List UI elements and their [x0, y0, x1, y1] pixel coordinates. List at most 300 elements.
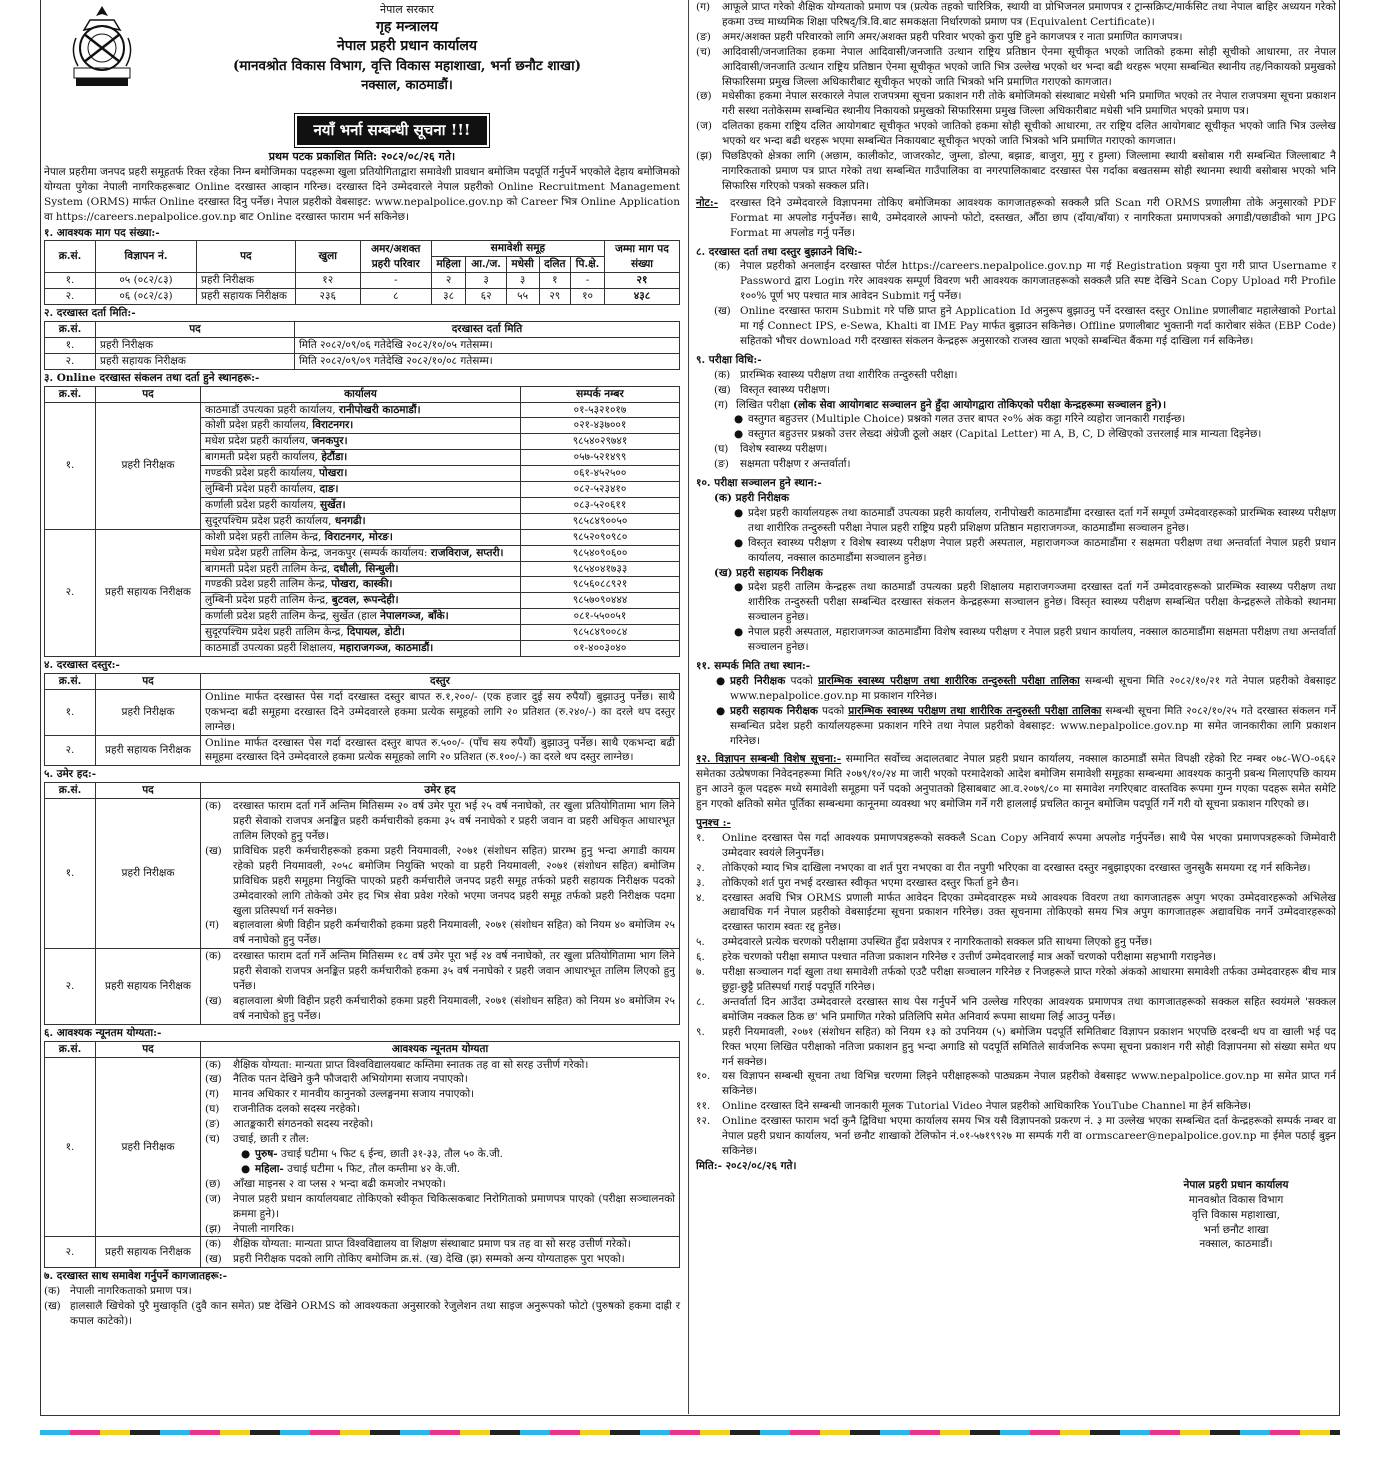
item-text: पिछडिएको क्षेत्रका लागि (अछाम, कालीकोट, जाजरकोट, जुम्ला, डोल्पा, बझाङ, बाजुरा, मुगु र हुम्ला) जिल्लामा स्थायी बसोबास गरी सम्बन्धित जिल्लाबाट नै नागरिकताको प्रमाण पत्र प्राप्त गरेको तथा सम्बन्धित गाउँपालिका वा नगरपालिकाबाट दरखास्त पेस गर्दाका बखतसम्म सोही स्थानमा स्थायी बसोबास भएको भनि सिफारिस गरिएको पत्रको सक्कल प्रति।: [722, 150, 1336, 192]
header-text: [154, 2, 660, 95]
office-location: दिपायल, डोटी।: [347, 626, 405, 639]
item-marker: (च): [696, 45, 711, 58]
col-post: पद: [96, 1041, 201, 1057]
text: पदको: [785, 674, 819, 687]
col-post: पद: [96, 386, 201, 402]
female-label: महिला-: [255, 1162, 284, 1175]
list-item: [714, 625, 1336, 655]
list-item: [44, 1299, 680, 1329]
cell: २३६: [295, 289, 360, 305]
female-criteria: उचाई घटीमा ५ फिट, तौल कम्तीमा ४२ के.जी.: [283, 1162, 461, 1175]
punascha-title: पुनश्च :-: [696, 817, 731, 830]
list-item: [696, 30, 1336, 45]
item-text: वस्तुगत बहुउत्तर प्रश्नको उत्तर लेख्दा अंग्रेजी ठूलो अक्षर (Capital Letter) मा A, B, C, D लेखिएको उत्तरलाई मात्र मान्यता दिइनेछ।: [748, 428, 1262, 441]
item-marker: (क): [205, 800, 222, 813]
item-text: शैक्षिक योग्यता: मान्यता प्राप्त विश्वविद्यालयबाट कम्तिमा स्नातक तह वा सो सरह उत्तीर्ण गरेको।: [233, 1058, 589, 1071]
list-item: [205, 1058, 675, 1073]
office-location: सुर्खेत।: [319, 498, 346, 511]
col-office: कार्यालय: [201, 386, 521, 402]
col-inclusive: समावेशी समूह: [431, 241, 604, 257]
phone-cell: ९८५४०२९७४१: [521, 434, 680, 450]
item-text: हालसालै खिचेको पुरै मुखाकृति (दुवै कान समेत) प्रष्ट देखिने ORMS को आवश्यकता अनुसारको रेजुलेशन तथा साइज अनुरूपको फोटो (पुरुषको हकमा दाह्री र कपाल काटेको)।: [70, 1300, 680, 1327]
section-11-title: ११. सम्पर्क मिति तथा स्थान:-: [696, 659, 811, 672]
signature-block: [1136, 1178, 1336, 1253]
list-item: [205, 949, 675, 994]
written-exam-text: लिखित परीक्षा: [736, 398, 794, 411]
inspector-venue-bullets: [714, 506, 1336, 566]
item-text: मधेसीका हकमा नेपाल सरकारले नेपाल राजपत्रमा सूचना प्रकाशन गरी तोके बमोजिमको संस्थाबाट मधेसी भनि प्रमाणित भएको तर नेपाल राजपत्रमा सूचना प्रकाशन गरी सस्था नतोकेसम्म सम्बन्धित स्थानीय निकायको प्रमुखको सिफारिसमा प्रमुख जिल्ला अधिकारीबाट मधेसी भनि प्रमाणित भएको प्रमाण पत्र।: [722, 90, 1336, 118]
item-text: विस्तृत स्वास्थ्य परीक्षण र विशेष स्वास्थ्य परीक्षण नेपाल प्रहरी अस्पताल, महाराजगञ्ज काठमाडौंमा र सक्षमता परीक्षण तथा अन्तर्वार्ता नेपाल प्रहरी प्रधान कार्यालय, नक्साल काठमाडौंमा सञ्चालन हुनेछ।: [748, 536, 1336, 564]
table-row: [45, 289, 680, 305]
section-4-table: [44, 673, 680, 766]
section-2-table: [44, 321, 680, 370]
item-marker: (क): [714, 260, 731, 273]
office-name: कर्णाली प्रदेश प्रहरी तालिम केन्द्र, सुर्खेत (हाल: [205, 610, 381, 623]
post-name: प्रहरी निरीक्षक: [730, 674, 786, 687]
office-name: बागमती प्रदेश प्रहरी तालिम केन्द्र,: [205, 562, 334, 575]
item-text: [730, 674, 1336, 704]
office-location: दाङ।: [319, 483, 339, 496]
asi-venue-bullets: [714, 580, 1336, 655]
item-text: आँखा माइनस २ वा प्लस २ भन्दा बढी कमजोर नभएको।: [233, 1177, 446, 1190]
list-item: [696, 965, 1336, 995]
schedule-name: प्रारम्भिक स्वास्थ्य परीक्षण तथा शारीरिक तन्दुरुस्ती परीक्षा तालिका: [818, 674, 1080, 687]
office-cell: [201, 641, 521, 657]
note-text: दरखास्त दिने उम्मेदवारले विज्ञापनमा तोकिए बमोजिमका आवश्यक कागजातहरूको सक्कलै प्रति Scan गरी ORMS प्रणालीमा तोके अनुसारको PDF Format मा अपलोड गर्नुपर्नेछ। साथै, उम्मेदवारले आफ्नो फोटो, दस्तखत, औँठा छाप (दाँया/बाँया) र नागरिकता प्रमाणपत्रको अगाडी/पछाडीको भाग JPG Format मा अपलोड गर्नु पर्नेछ।: [730, 196, 1336, 239]
office-location: विराटनगर।: [312, 419, 354, 432]
cell: मिति २०८२/०९/०९ गतेदेखि २०८२/१०/०८ गतेसम्म।: [295, 353, 680, 369]
right-column: [696, 0, 1336, 1252]
col-martyr-family: अमर/अशक्त प्रहरी परिवार: [360, 241, 431, 273]
item-text: प्रदेश प्रहरी तालिम केन्द्रहरू तथा काठमाडौं उपत्यका प्रहरी शिक्षालय महाराजगञ्जमा दरखास्त दर्ता गर्ने उम्मेदवारहरूको प्रारम्भिक स्वास्थ्य परीक्षण तथा शारीरिक तन्दुरुस्ती परीक्षा सम्बन्धित दरखास्त संकलन केन्द्रहरूमा सञ्चालन हुनेछ। विस्तृत स्वास्थ्य परीक्षण सम्बन्धित परीक्षा केन्द्रहरूले तोकेको स्थानमा सञ्चालन हुनेछ।: [748, 581, 1336, 624]
list-item: [714, 536, 1336, 566]
cell: १.: [45, 1057, 96, 1237]
list-item: [696, 831, 1336, 861]
list-item: [205, 1177, 675, 1192]
list-item: ● पुरुष- उचाई घटीमा ५ फिट ६ ईन्च, छाती ३१-३३, तौल ५० के.जी.: [241, 1148, 503, 1160]
cell: प्रहरी निरीक्षक: [96, 689, 201, 735]
cell: १.: [45, 799, 96, 949]
col-sn: क्र.सं.: [45, 386, 96, 402]
list-item: [696, 935, 1336, 950]
cell: प्रहरी सहायक निरीक्षक: [96, 529, 201, 656]
office-cell: [201, 513, 521, 529]
office-name: कोशी प्रदेश प्रहरी तालिम केन्द्र,: [205, 530, 325, 543]
office-cell: [201, 466, 521, 482]
col-date: दरखास्त दर्ता मिति: [295, 321, 680, 337]
list-item: [696, 861, 1336, 876]
qualification-items: [201, 1057, 680, 1237]
section-8-title: ८. दरखास्त दर्ता तथा दस्तुर बुझाउने विधि:-: [696, 245, 863, 258]
list-item: [205, 799, 675, 844]
item-text: दरखास्त अवधि भित्र ORMS प्रणाली मार्फत आवेदन दिएका उम्मेदवारहरू मध्ये आवश्यक विवरण तथा कागजातहरू अपुग भएका उम्मेदवारहरूको अभिलेख अद्यावधिक गर्न नेपाल प्रहरीको वेबसाईटमा सूचना प्रकाशन गरिनेछ। उक्त सूचनामा तोकिएको समय भित्र अपुग कागजातहरू अद्यावधिक नगर्ने उम्मेदवारहरूको दरखास्त फाराम स्वतः रद्द हुनेछ।: [722, 891, 1336, 934]
office-name: गण्डकी प्रदेश प्रहरी कार्यालय,: [205, 467, 320, 480]
cell: २.: [45, 1237, 96, 1268]
item-marker: ४.: [696, 891, 705, 904]
government-name: नेपाल सरकार: [380, 3, 434, 16]
item-text: नेपाल प्रहरी अस्पताल, महाराजगञ्ज काठमाडौंमा विशेष स्वास्थ्य परीक्षण र नेपाल प्रहरी प्रधान कार्यालय, नक्साल काठमाडौंमा सक्षमता परीक्षण तथा अन्तर्वार्ता सञ्चालन हुनेछ।: [748, 626, 1336, 654]
item-text: यस विज्ञापन सम्बन्धी सूचना तथा विभिन्न चरणमा लिइने परीक्षाहरूको पाठ्यक्रम नेपाल प्रहरीको वेबसाइट www.nepalpolice.gov.np मा समेत प्राप्त गर्न सकिनेछ।: [722, 1070, 1336, 1098]
item-text: दरखास्त फाराम दर्ता गर्ने अन्तिम मितिसम्म २० वर्ष उमेर पूरा भई २५ वर्ष ननाघेको, तर खुला प्रतियोगितामा भाग लिने प्रहरी सेवाको राजपत्र अनङ्कित प्रहरी कर्मचारीको हकमा ३५ वर्ष ननाघेको र प्रहरी जवान वा प्रहरी अधिकृत आधारभूत तालिम लिएको हुनु पर्नेछ।: [233, 800, 675, 842]
item-text: नेपाल प्रहरी प्रधान कार्यालयबाट तोकिएको स्वीकृत चिकित्सकबाट निरोगिताको प्रमाणपत्र पाएको (परीक्षा सञ्चालनको क्रममा हुने)।: [233, 1192, 675, 1220]
documents-note: [696, 196, 1336, 241]
col-total: जम्मा माग पद संख्या: [605, 241, 680, 273]
item-marker: २.: [696, 861, 705, 874]
col-post: पद: [96, 321, 295, 337]
cell: २९: [539, 289, 571, 305]
office-location: पोखरा।: [319, 467, 348, 480]
office-cell: [201, 529, 521, 545]
list-item: [205, 1102, 675, 1117]
list-item: [714, 304, 1336, 349]
office-location: दधौली, सिन्धुली।: [333, 562, 399, 575]
cell: ८: [360, 289, 431, 305]
list-item: [714, 398, 1336, 413]
phone-cell: ०६१-४५२५००: [521, 466, 680, 482]
table-row: [45, 353, 680, 369]
item-text: बहालवाला श्रेणी विहीन प्रहरी कर्मचारीको हकमा प्रहरी नियमावली, २०७१ (संशोधन सहित) को नियम ४० बमोजिम २५ वर्ष ननाघेको हुनु पर्नेछ।: [233, 994, 675, 1022]
item-text: Online दरखास्त फाराम Submit गरे पछि प्राप्त हुने Application Id अनुरूप बुझाउनु पर्ने दरखास्त दस्तुर Online प्रणालीबाट महालेखाको Portal मा गई Connect IPS, e-Sewa, Khalti वा IME Pay मार्फत बुझाउन सकिनेछ। Offline प्रणालीबाट भुक्तानी गर्दा कारोबार संकेत (EBP Code) सहितको भौचर download गरी दरखास्त संकलन केन्द्रहरू अनुसारको राजस्व खाता भएको सम्बन्धित बैंकमा गई दाखिला गर्न सकिनेछ।: [740, 305, 1336, 347]
item-marker: (घ): [714, 443, 729, 456]
item-text: मानव अधिकार र मानवीय कानुनको उल्लङ्घनमा सजाय नपाएको।: [233, 1088, 475, 1101]
bullet-icon: ●: [716, 704, 726, 717]
col-madhesi: मधेसी: [506, 257, 539, 273]
section-4-title: ४. दरखास्त दस्तुर:-: [44, 659, 120, 671]
section-5-table: [44, 782, 680, 1025]
office-name: गण्डकी प्रदेश प्रहरी तालिम केन्द्र,: [205, 578, 332, 591]
col-janajati: आ./ज.: [466, 257, 506, 273]
cell: २.: [45, 529, 96, 656]
office-cell: [201, 482, 521, 498]
exam-bullets: [714, 412, 1336, 442]
list-item: [696, 119, 1336, 149]
office-name: सुदूरपश्चिम प्रदेश प्रहरी तालिम केन्द्र,: [205, 626, 348, 639]
col-age: उमेर हद: [201, 783, 680, 799]
item-marker: १२.: [696, 1115, 711, 1128]
notice-title: नयाँ भर्ना सम्बन्धी सूचना !!!: [297, 116, 486, 145]
notice-header: [44, 0, 680, 122]
item-text: अमर/अशक्त प्रहरी परिवारको लागि अमर/अशक्त प्रहरी परिवार भएको कुरा पुष्टि हुने कागजपत्र र नाता प्रमाणित कागजपत्र।: [722, 30, 1183, 43]
item-marker: (क): [205, 1238, 222, 1251]
bullet-icon: ●: [734, 581, 744, 594]
list-item: [205, 1072, 675, 1087]
cell: प्रहरी सहायक निरीक्षक: [197, 289, 296, 305]
cell: १२: [295, 273, 360, 289]
list-item: [696, 1025, 1336, 1070]
qualification-list: [205, 1058, 675, 1147]
cell: -: [360, 273, 431, 289]
office-cell: [201, 497, 521, 513]
section-10-title: १०. परीक्षा सञ्चालन हुने स्थान:-: [696, 477, 822, 490]
item-text: सक्षमता परीक्षण र अन्तर्वार्ता।: [740, 458, 851, 471]
signature-line: वृत्ति विकास महाशाखा,: [1191, 1208, 1280, 1221]
documents-list-part1: [44, 1284, 680, 1329]
phone-cell: ९८५८४९००५०: [521, 513, 680, 529]
list-item: [696, 149, 1336, 194]
item-marker: (क): [44, 1285, 61, 1298]
submission-method-list: [696, 259, 1336, 348]
table-row: [45, 1057, 680, 1237]
col-backward: पि.क्षे.: [571, 257, 605, 273]
text: पदको: [817, 704, 849, 717]
item-text: [730, 704, 1336, 749]
cell: १: [539, 273, 571, 289]
col-fee: दस्तुर: [201, 673, 680, 689]
office-location: बुटवल, रूपन्देही।: [331, 594, 399, 607]
item-text: विशेष स्वास्थ्य परीक्षण।: [740, 443, 828, 456]
office-cell: [201, 561, 521, 577]
list-item: [696, 995, 1336, 1025]
cell: प्रहरी निरीक्षक: [96, 1057, 201, 1237]
bullet-icon: ●: [734, 413, 744, 426]
list-item: [714, 259, 1336, 304]
item-marker: (ख): [205, 844, 222, 857]
cell: १.: [45, 402, 96, 529]
cell: ३: [466, 273, 506, 289]
signature-line: मानवश्रोत विकास विभाग: [1188, 1193, 1284, 1206]
phone-cell: ०२१-४३७००१: [521, 418, 680, 434]
phone-cell: ०८१-५५००५१: [521, 609, 680, 625]
item-marker: (ख): [714, 383, 731, 396]
office-cell: [201, 625, 521, 641]
cell: २.: [45, 289, 96, 305]
cell: -: [571, 273, 605, 289]
text: सम्बन्धी सूचना मिति २०८२/१०/२१ गते नेपाल प्रहरीको वेबसाइट www.nepalpolice.gov.np मा प्रकाशन गरिनेछ।: [730, 674, 1336, 702]
col-ad-no: विज्ञापन नं.: [96, 241, 197, 273]
phone-cell: ९८५२०९०९८०: [521, 529, 680, 545]
item-text: आदिवासी/जनजातिका हकमा नेपाल आदिवासी/जनजाति उत्थान राष्ट्रिय प्रतिष्ठान ऐनमा सूचीकृत भएको जातिको हकमा सोही सूचीको आधारमा, तर नेपाल आदिवासी/जनजाति उत्थान राष्ट्रिय प्रतिष्ठान ऐनमा सूचीकृत भएको जाति भित्र उल्लेख भएको थर भन्दा बढी थरहरू भएमा सम्बन्धित स्थानीय तह/निकायको प्रमुखको सिफारिसमा प्रमुख जिल्ला अधिकारीबाट सूचीकृत भएको जाति भित्रको भनि प्रमाणित गराएको कागजात।: [722, 45, 1336, 88]
col-sn: क्र.सं.: [45, 673, 96, 689]
item-text: दलितका हकमा राष्ट्रिय दलित आयोगबाट सूचीकृत भएको जातिको हकमा सोही सूचीको आधारमा, तर राष्ट्रिय दलित आयोगबाट सूचीकृत भएको जाति भित्र उल्लेख भएको थर भन्दा बढी थरहरू भएमा सम्बन्धित निकायबाट सूचीकृत भएको जाति भित्रको भनि प्रमाणित गराएको कागजात।: [722, 120, 1336, 148]
cell: २.: [45, 353, 96, 369]
item-text: प्रदेश प्रहरी कार्यालयहरू तथा काठमाडौं उपत्यका प्रहरी कार्यालय, रानीपोखरी काठमाडौंमा दरखास्त दर्ता गर्ने सम्पूर्ण उम्मेदवारहरूको प्रारम्भिक स्वास्थ्य परीक्षण तथा शारीरिक तन्दुरुस्ती परीक्षा नेपाल प्रहरी राष्ट्रिय प्रहरी प्रशिक्षण प्रतिष्ठान महाराजगञ्ज, काठमाडौंमा सञ्चालन हुनेछ।: [748, 506, 1337, 534]
office-location: धनगढी।: [334, 514, 366, 527]
item-text: प्रहरी निरीक्षक पदको लागि तोकिए बमोजिम क्र.सं. (ख) देखि (झ) सम्मको अन्य योग्यताहरू पुरा भएको।: [233, 1253, 625, 1266]
col-qualification: आवश्यक न्यूनतम योग्यता: [201, 1041, 680, 1057]
office-cell: [201, 402, 521, 418]
list-item: [714, 506, 1336, 536]
list-item: [696, 876, 1336, 891]
signature-line: नक्साल, काठमाडौं।: [1199, 1238, 1273, 1251]
cell: ६२: [466, 289, 506, 305]
list-item: [714, 442, 1336, 457]
item-text: नेपाली नागरिक।: [233, 1222, 295, 1235]
list-item: [205, 918, 675, 948]
section-1-table: [44, 240, 680, 305]
asi-offices: [45, 529, 680, 656]
cell: प्रहरी निरीक्षक: [197, 273, 296, 289]
item-marker: १०.: [696, 1070, 711, 1083]
cell: Online मार्फत दरखास्त पेस गर्दा दरखास्त दस्तुर बापत रु.५००/- (पाँच सय रुपैयाँ) बुझाउनु पर्नेछ। साथै एकभन्दा बढी समूहमा दरखास्त दिने उम्मेदवारले हकमा प्रत्येक समूहको लागि २० प्रतिशत (रु.१००/-) का दरले थप दस्तुर लाग्नेछ।: [201, 735, 680, 766]
cell: ३: [506, 273, 539, 289]
section-1-title: १. आवश्यक माग पद संख्या:-: [44, 226, 160, 239]
item-marker: ७.: [696, 966, 705, 979]
notice-date: मिति:- २०८२/०८/२६ गते।: [696, 1159, 797, 1172]
section-9-title: ९. परीक्षा विधि:-: [696, 353, 762, 366]
item-text: अन्तर्वार्ता दिन आउँदा उम्मेदवारले दरखास्त साथ पेस गर्नुपर्ने भनि उल्लेख गरिएका आवश्यक प्रमाणपत्र तथा कागजातहरूको सक्कल सहित स्वयंमले 'सक्कल बमोजिम नक्कल ठिक छ' भनि प्रमाणित गरेको प्रतिलिपि समेत अनिवार्य रूपमा साथमा लिई आउनु पर्नेछ।: [722, 995, 1336, 1023]
item-marker: (ख): [44, 1300, 61, 1313]
column-divider: [688, 0, 689, 1414]
list-item: [714, 383, 1336, 398]
item-text: उचाई, छाती र तौल:: [233, 1133, 310, 1146]
cell: ४३८: [605, 289, 680, 305]
section-7-title: ७. दरखास्त साथ समावेश गर्नुपर्ने कागजातहरू:-: [44, 1270, 227, 1283]
list-item: [714, 580, 1336, 625]
cell: प्रहरी निरीक्षक: [96, 402, 201, 529]
item-text: हरेक चरणको परीक्षा समाप्त पश्चात नतिजा प्रकाशन गरिनेछ र उत्तीर्ण उम्मेदवारलाई मात्र अर्को चरणको परीक्षामा सहभागी गराइनेछ।: [722, 951, 1216, 964]
office-cell: [201, 593, 521, 609]
office-name: बागमती प्रदेश प्रहरी कार्यालय,: [205, 451, 322, 464]
list-item: [205, 1237, 675, 1252]
intro-paragraph: नेपाल प्रहरीमा जनपद प्रहरी समूहतर्फ रिक्त रहेका निम्न बमोजिमका पदहरूमा खुला प्रतियोगिताद्वारा समावेशी प्रावधान बमोजिम पदपूर्ति गर्नुपर्ने भएकोले देहाय बमोजिमको योग्यता पुगेका नेपाली नागरिकहरूबाट Online दरखास्त आव्हान गरिन्छ। दरखास्त दिने उम्मेदवारले नेपाल प्रहरीको Online Recruitment Management System (ORMS) मार्फत Online दरखास्त दिनु पर्नेछ। नेपाल प्रहरीको वेबसाइट: www.nepalpolice.gov.np को Career भित्र Online Application वा https://careers.nepalpolice.gov.np बाट Online दरखास्त फाराम भर्न सकिनेछ।: [44, 165, 680, 223]
list-item: [696, 89, 1336, 119]
office-cell: [201, 577, 521, 593]
office-name: लुम्बिनी प्रदेश प्रहरी तालिम केन्द्र,: [205, 594, 332, 607]
item-text: नेपाल प्रहरीको अनलाईन दरखास्त पोर्टल https://careers.nepalpolice.gov.np मा गई Registration प्रकृया पुरा गरी प्राप्त Username र Password द्वारा Login गरेर आवश्यक सम्पूर्ण विवरण भरी आवश्यक कागजातहरूको सक्कलै प्रति स्पष्ट देखिने Scan Copy Upload गरी Profile १००% पूर्ण भए पश्चात मात्र आवेदन Submit गर्नु पर्नेछ।: [740, 260, 1336, 303]
item-text: Online दरखास्त पेस गर्दा आवश्यक प्रमाणपत्रहरूको सक्कलै Scan Copy अनिवार्य रूपमा अपलोड गर्नुपर्नेछ। साथै पेस भएका प्रमाणपत्रहरूको जिम्मेवारी उम्मेदवार स्वयंले लिनुपर्नेछ।: [722, 831, 1336, 859]
item-text: वस्तुगत बहुउत्तर (Multiple Choice) प्रश्नको गलत उत्तर बापत २०% अंक कट्टा गरिने व्यहोरा जानकारी गराईन्छ।: [748, 413, 1186, 426]
item-marker: ९.: [696, 1025, 705, 1038]
office-location: राजविराज, सप्तरी।: [430, 546, 504, 559]
item-text: तोकिएको म्याद भित्र दाखिला नभएका वा शर्त पुरा नभएका वा रीत नपुगी भरिएका वा दरखास्त दस्तुर नबुझाइएका दरखास्त जुनसुकै समयमा रद्द गर्न सकिनेछ।: [722, 861, 1311, 874]
col-post: पद: [197, 241, 296, 273]
section-12-text: सम्मानित सर्वोच्च अदालतबाट नेपाल प्रहरी प्रधान कार्यालय, नक्साल काठमाडौं समेत विपक्षी रहेको रिट नम्बर ०७८-WO-०६६२ समेतका उत्प्रेषणका निवेदनहरूमा मिति २०७९/१०/२४ मा जारी भएको परमादेशको आदेश बमोजिम समावेशी समूहका सम्बन्धमा आवश्यक कानुनी प्रबन्ध मिलाएपछि कायम हुन आउने कूल पदहरू मध्ये समावेशी समूहमा पर्ने पदको अनुपातको हिसाबबाट आ.व.२०७९/८० मा समावेश नगरिएबाट वास्तविक रूपमा गुम्न गएका पदहरू समेत समेटि हुन गएको क्षतिको समेत पूर्तिका सम्बन्धमा कानूनमा व्यवस्था भए बमोजिम गर्ने गरी हाललाई प्रचलित कानून बमोजिम पदपूर्ति गर्ने गरी यो सूचना प्रकाशन गरिएको छ।: [696, 753, 1336, 811]
item-marker: (झ): [696, 150, 713, 163]
table-row: [45, 735, 680, 766]
office-name: मधेश प्रदेश प्रहरी तालिम केन्द्र, जनकपुर (सम्पर्क कार्यालय:: [205, 546, 431, 559]
cell: Online मार्फत दरखास्त पेस गर्दा दरखास्त दस्तुर बापत रु.१,२००/- (एक हजार दुई सय रुपैयाँ) बुझाउनु पर्नेछ। साथै एकभन्दा बढी समूहमा दरखास्त दिने उम्मेदवारले हकमा प्रत्येक समूहको लागि २० प्रतिशत (रु.२४०/-) का दरले थप दस्तुर लाग्नेछ।: [201, 689, 680, 735]
office-cell: [201, 418, 521, 434]
list-item: [696, 704, 1336, 749]
item-text: नेपाली नागरिकताको प्रमाण पत्र।: [70, 1285, 192, 1298]
phone-cell: ९८५६०८८९२१: [521, 577, 680, 593]
item-marker: (छ): [205, 1177, 221, 1190]
table-row: [45, 529, 680, 545]
item-text: विस्तृत स्वास्थ्य परीक्षण।: [740, 383, 831, 396]
col-post: पद: [96, 783, 201, 799]
section-3-table: [44, 386, 680, 657]
item-marker: ६.: [696, 951, 705, 964]
schedule-name: प्रारम्भिक स्वास्थ्य परीक्षण तथा शारीरिक तन्दुरुस्ती परीक्षा तालिका: [848, 704, 1102, 717]
male-label: पुरुष-: [255, 1148, 278, 1160]
col-contact: सम्पर्क नम्बर: [521, 386, 680, 402]
inspector-venue-label: (क) प्रहरी निरीक्षक: [714, 492, 790, 504]
office-name: मधेश प्रदेश प्रहरी कार्यालय,: [205, 435, 312, 448]
cell: २१: [605, 273, 680, 289]
cell: ०६ (०८२/८३): [96, 289, 197, 305]
publication-date: प्रथम पटक प्रकाशित मिति: २०८२/०८/२६ गते।: [268, 150, 456, 164]
left-column: [44, 0, 680, 1329]
phone-cell: ९८५७०९०४४४: [521, 593, 680, 609]
cell: प्रहरी सहायक निरीक्षक: [96, 1237, 201, 1268]
text: सम्बन्धी सूचना मिति २०८२/१०/२५ गते दरखास्त संकलन गर्ने सम्बन्धित प्रदेश प्रहरी कार्यालयहरूमा प्रकाशन गरिने तथा नेपाल प्रहरीको वेबसाइट: www.nepalpolice.gov.np मा समेत जानकारीका लागि प्रकाशन गरिनेछ।: [730, 704, 1336, 747]
list-item: [696, 45, 1336, 90]
item-marker: (ङ): [696, 30, 711, 43]
contact-date-list: [696, 674, 1336, 749]
item-text: दरखास्त फाराम दर्ता गर्ने अन्तिम मितिसम्म १८ वर्ष उमेर पूरा भई २४ वर्ष ननाघेको, तर खुला प्रतियोगितामा भाग लिने प्रहरी सेवाको राजपत्र अनङ्कित प्रहरी कर्मचारीको हकमा ३५ वर्ष ननाघेको र प्रहरी जवान आधारभूत तालिम लिएको हुनु पर्नेछ।: [233, 950, 675, 993]
section-6-table: [44, 1041, 680, 1269]
col-open: खुला: [295, 241, 360, 273]
office-address: नक्साल, काठमाडौं।: [361, 77, 453, 93]
item-text: तोकिएको शर्त पुरा नभई दरखास्त स्वीकृत भएमा दरखास्त दस्तुर फिर्ता हुने छैन।: [722, 876, 1019, 889]
office-location: पोखरा, कास्की।: [331, 578, 393, 591]
cell: प्रहरी निरीक्षक: [96, 337, 295, 353]
table-row: [45, 402, 680, 418]
section-3-title: ३. Online दरखास्त संकलन तथा दर्ता हुने स्थानहरू:-: [44, 371, 260, 384]
item-text: प्राविधिक प्रहरी कर्मचारीहरूको हकमा प्रहरी नियमावली, २०७१ (संशोधन सहित) प्रारम्भ हुनु भन्दा अगाडी कायम रहेको प्रहरी नियमावली, २०५८ बमोजिम नियुक्ति भएको वा प्रहरी नियमावली, २०७१ (संशोधन सहित) बमोजिम प्राविधिक प्रहरी समूहमा नियुक्ति पाएको प्रहरी कर्मचारीले जनपद प्रहरी समूह तर्फको प्रहरी सहायक निरीक्षक पदको उम्मेदवारको लागि तोकेको उमेर हद भित्र सेवा प्रवेश गरेको भएमा जनपद प्रहरी समूह तर्फको प्रहरी निरीक्षक पदमा खुला प्रतिस्पर्धा गर्न सक्नेछ।: [233, 844, 675, 917]
cell: ५५: [506, 289, 539, 305]
item-marker: (ज): [696, 120, 712, 133]
office-name: सुदूरपश्चिम प्रदेश प्रहरी कार्यालय,: [205, 514, 335, 527]
item-marker: (ज): [205, 1192, 221, 1205]
office-cell: [201, 450, 521, 466]
note-label: नोट:-: [696, 196, 719, 209]
item-marker: ३.: [696, 876, 705, 889]
item-marker: ५.: [696, 936, 705, 949]
item-text: बहालवाला श्रेणी विहीन प्रहरी कर्मचारीको हकमा प्रहरी नियमावली, २०७१ (संशोधन सहित) को नियम ४० बमोजिम २५ वर्ष ननाघेको हुनु पर्नेछ।: [233, 919, 675, 947]
list-item: [696, 950, 1336, 965]
signature-line: भर्ना छनौट शाखा: [1203, 1223, 1269, 1236]
phone-cell: ०१-५३२१०१७: [521, 402, 680, 418]
list-item: [696, 1069, 1336, 1099]
item-marker: (ख): [714, 305, 731, 318]
item-marker: (ग): [696, 1, 711, 13]
bullet-icon: ●: [734, 506, 744, 519]
office-name: लुम्बिनी प्रदेश प्रहरी कार्यालय,: [205, 483, 320, 496]
cell: प्रहरी सहायक निरीक्षक: [96, 949, 201, 1025]
cell: २.: [45, 735, 96, 766]
list-item: [714, 457, 1336, 472]
cell: १.: [45, 689, 96, 735]
phone-cell: ९८५४०९०६००: [521, 545, 680, 561]
cell: २.: [45, 949, 96, 1025]
office-location: रानीपोखरी काठमाडौं।: [338, 403, 421, 416]
item-text: नैतिक पतन देखिने कुनै फौजदारी अभियोगमा सजाय नपाएको।: [233, 1073, 468, 1086]
phone-cell: ०८३-५२०६११: [521, 497, 680, 513]
table-row: [45, 689, 680, 735]
written-exam-bold: (लोक सेवा आयोगबाट सञ्चालन हुने हुँदा आयोगद्वारा तोकिएको परीक्षा केन्द्रहरूमा सञ्चालन हुने)।: [793, 398, 1167, 411]
list-item: [714, 368, 1336, 383]
cell: ०५ (०८२/८३): [96, 273, 197, 289]
cell: २: [431, 273, 466, 289]
cell: प्रहरी सहायक निरीक्षक: [96, 353, 295, 369]
list-item: [696, 891, 1336, 936]
item-marker: (ग): [205, 919, 220, 932]
post-name: प्रहरी सहायक निरीक्षक: [730, 704, 818, 717]
section-2-title: २. दरखास्त दर्ता मिति:-: [44, 307, 136, 320]
col-sn: क्र.सं.: [45, 321, 96, 337]
list-item: [696, 1114, 1336, 1159]
section-12: [696, 752, 1336, 812]
col-sn: क्र.सं.: [45, 1041, 96, 1057]
age-limit-items: [201, 949, 680, 1025]
cell: १.: [45, 273, 96, 289]
exam-list: [714, 368, 1336, 398]
item-text: Online दरखास्त दिने सम्बन्धी जानकारी मूलक Tutorial Video नेपाल प्रहरीको आधिकारिक YouTube Channel मा हेर्न सकिनेछ।: [722, 1100, 1252, 1113]
list-item: [714, 412, 1336, 427]
exam-venue-list: [696, 491, 1336, 655]
col-sn: क्र.सं.: [45, 241, 96, 273]
section-6-title: ६. आवश्यक न्यूनतम योग्यता:-: [44, 1026, 162, 1039]
table-row: [45, 799, 680, 949]
cell: ३८: [431, 289, 466, 305]
item-text: आतङ्ककारी संगठनको सदस्य नरहेको।: [233, 1118, 374, 1131]
male-criteria: उचाई घटीमा ५ फिट ६ ईन्च, छाती ३१-३३, तौल ५० के.जी.: [277, 1148, 503, 1160]
phone-cell: ९८५४०४१७३३: [521, 561, 680, 577]
item-marker: (छ): [696, 90, 712, 103]
list-item: [205, 1117, 675, 1132]
item-marker: (च): [205, 1133, 220, 1146]
